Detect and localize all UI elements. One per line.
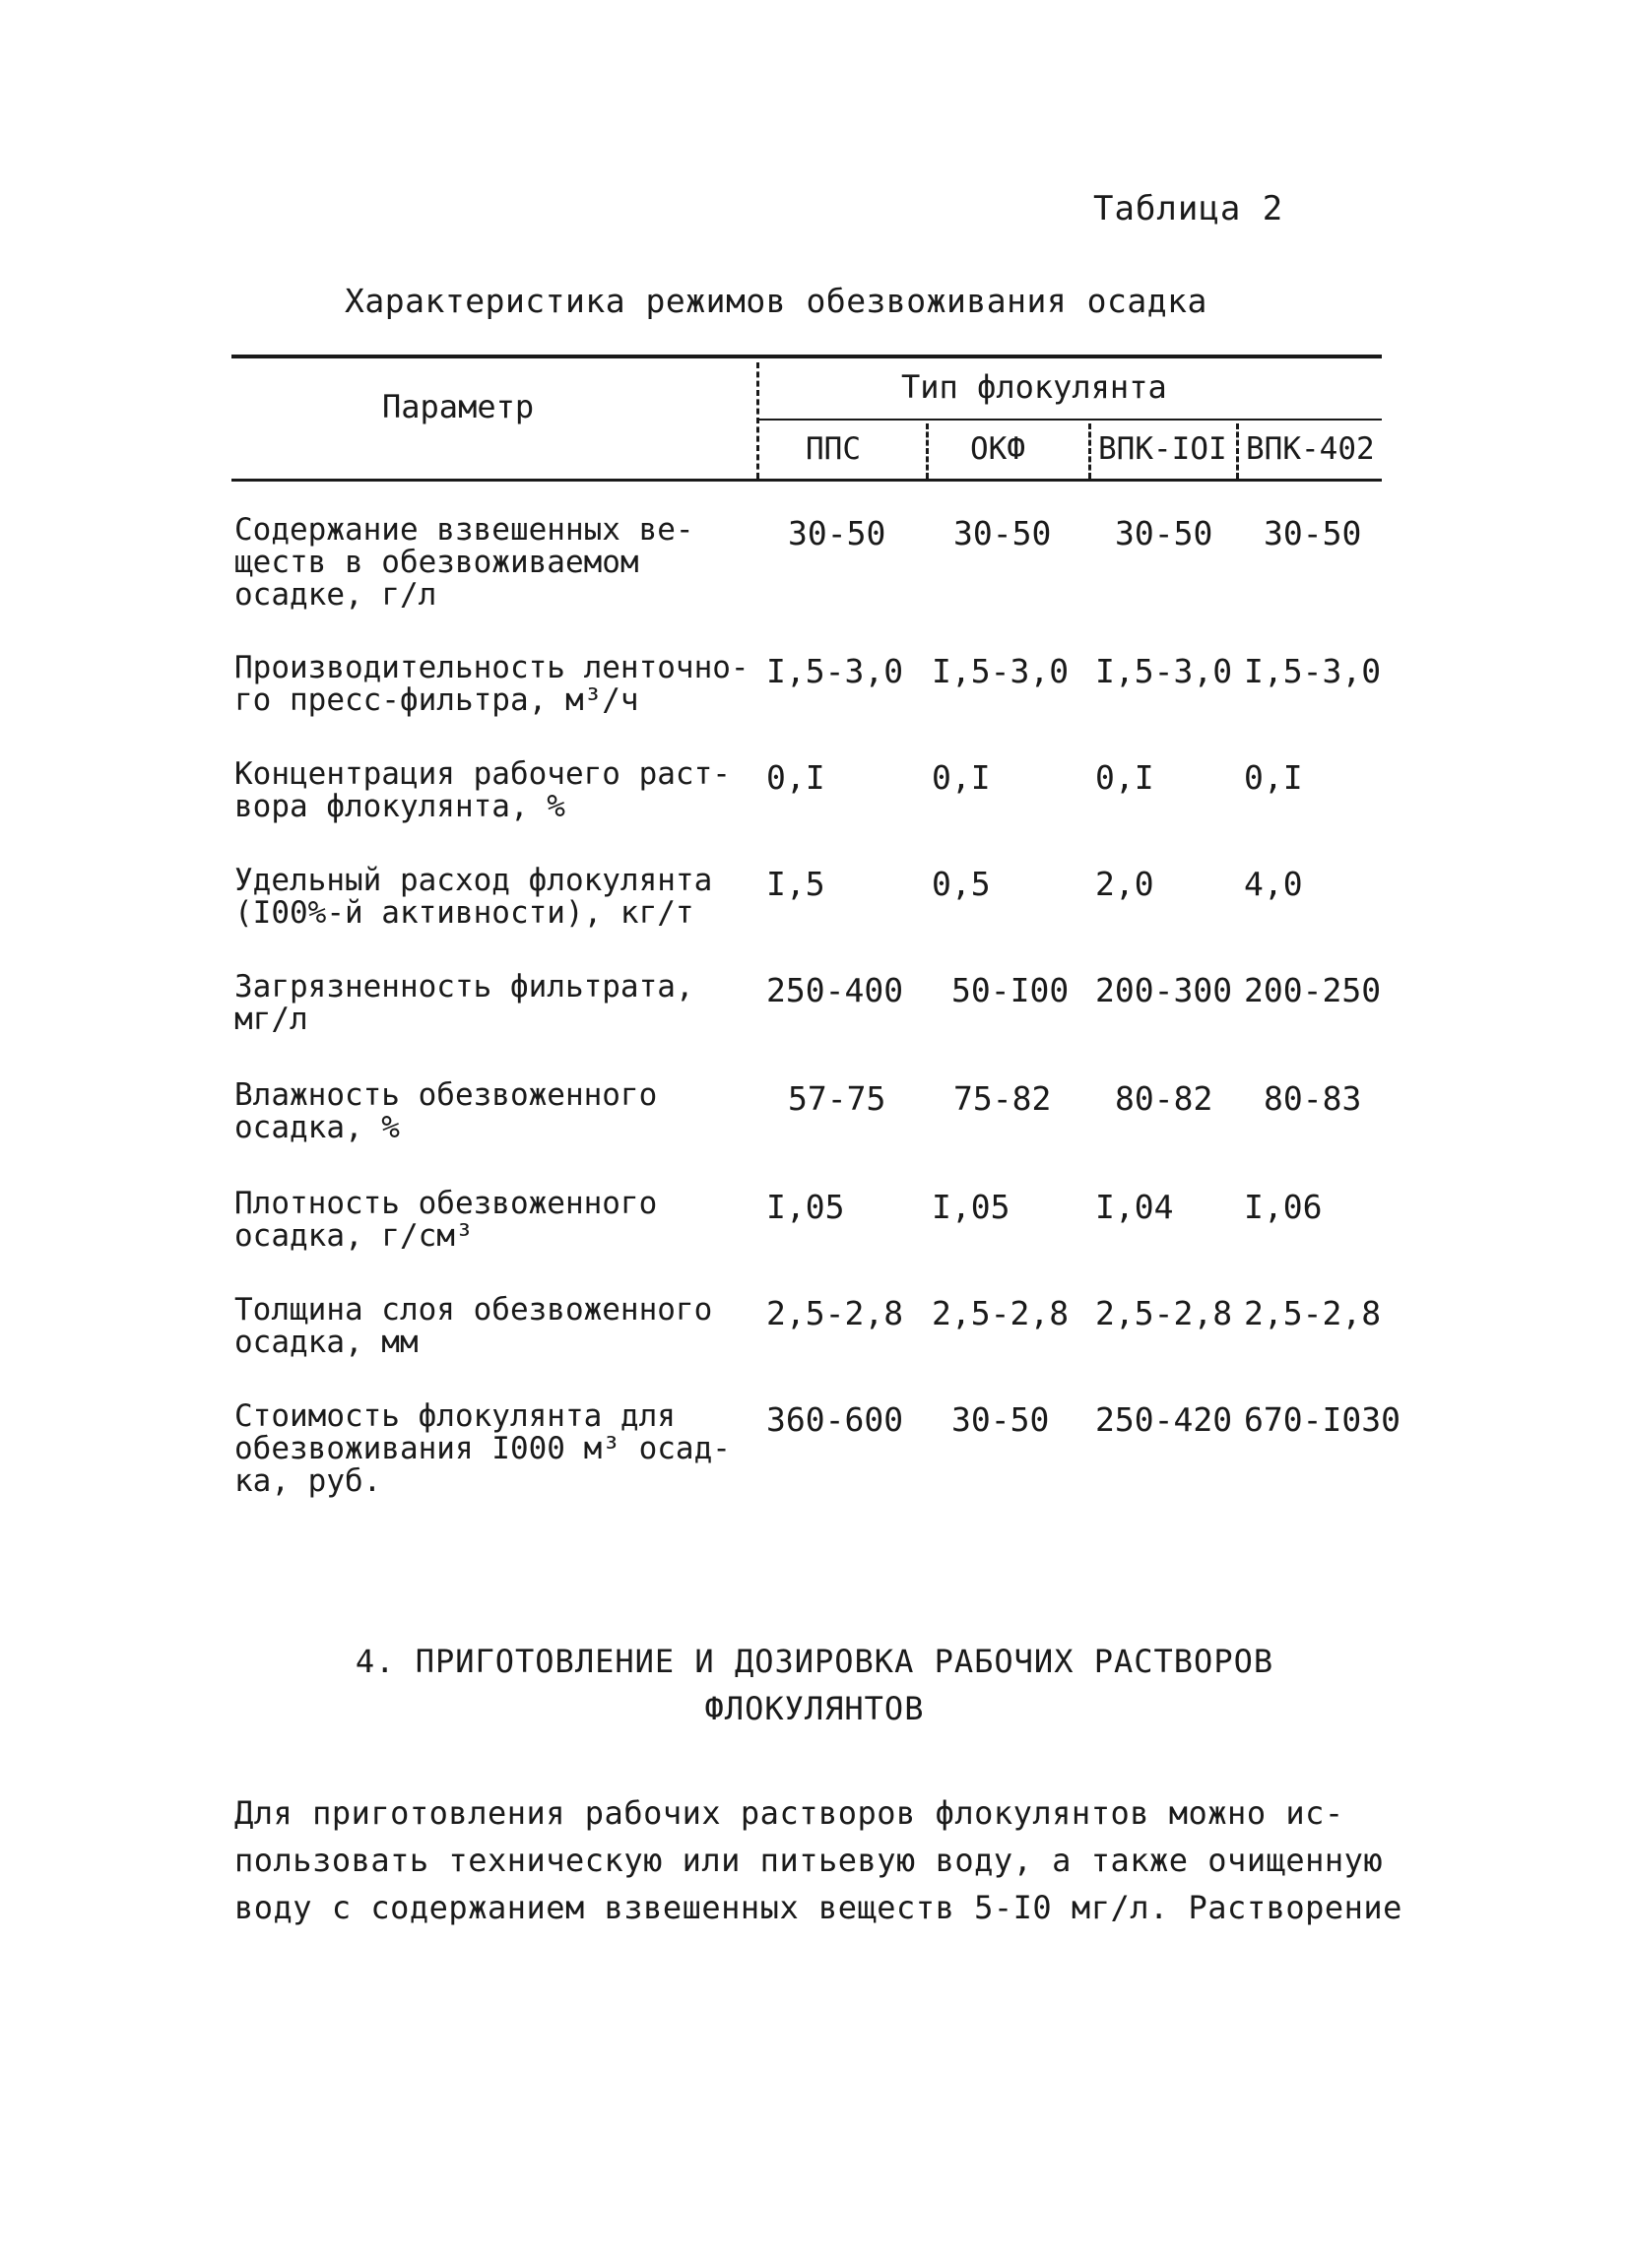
header-flocculant-type: Тип флокулянта — [901, 368, 1167, 406]
cell-pps: I,5 — [766, 865, 825, 903]
row-parameter: Толщина слоя обезвоженного осадка, мм — [234, 1292, 713, 1360]
cell-okf: I,5-3,0 — [932, 652, 1070, 690]
cell-vpk-101: I,5-3,0 — [1095, 652, 1233, 690]
cell-vpk-402: I,5-3,0 — [1244, 652, 1382, 690]
cell-okf: 0,I — [932, 758, 991, 797]
paragraph-line-2: пользовать техническую или питьевую воду, а также очищенную — [234, 1842, 1384, 1879]
header-separator-3 — [1236, 423, 1239, 479]
table-caption: Характеристика режимов обезвоживания осадка — [345, 282, 1207, 320]
cell-vpk-101: I,04 — [1095, 1188, 1174, 1226]
header-separator-1 — [926, 423, 929, 479]
cell-pps: 250-400 — [766, 971, 904, 1009]
cell-vpk-402: 80-83 — [1264, 1079, 1362, 1118]
row-parameter: Содержание взвешенных ве- ществ в обезвоживаемом осадке, г/л — [234, 512, 694, 613]
row-parameter: Стоимость флокулянта для обезвоживания I000 м³ осад- ка, руб. — [234, 1398, 731, 1499]
cell-okf: 30-50 — [951, 1400, 1050, 1439]
cell-vpk-402: 200-250 — [1244, 971, 1382, 1009]
cell-okf: 50-I00 — [951, 971, 1070, 1009]
cell-pps: I,5-3,0 — [766, 652, 904, 690]
row-parameter: Загрязненность фильтрата, мг/л — [234, 969, 694, 1037]
cell-pps: 2,5-2,8 — [766, 1294, 904, 1332]
cell-vpk-402: 0,I — [1244, 758, 1303, 797]
cell-pps: 57-75 — [788, 1079, 886, 1118]
cell-vpk-101: 30-50 — [1115, 514, 1213, 552]
cell-pps: 0,I — [766, 758, 825, 797]
cell-vpk-101: 250-420 — [1095, 1400, 1233, 1439]
section-title-line-2: ФЛОКУЛЯНТОВ — [704, 1690, 925, 1727]
cell-vpk-101: 80-82 — [1115, 1079, 1213, 1118]
row-parameter: Производительность ленточно- го пресс-фильтра, м³/ч — [234, 650, 749, 718]
cell-vpk-402: 670-I030 — [1244, 1400, 1401, 1439]
cell-okf: I,05 — [932, 1188, 1010, 1226]
paragraph-line-3: воду с содержанием взвешенных веществ 5-I0 мг/л. Растворение — [234, 1889, 1402, 1926]
cell-pps: I,05 — [766, 1188, 845, 1226]
cell-vpk-402: 2,5-2,8 — [1244, 1294, 1382, 1332]
header-col-vpk-402: ВПК-402 — [1246, 431, 1375, 467]
table-top-rule — [231, 355, 1382, 358]
cell-okf: 75-82 — [953, 1079, 1052, 1118]
cell-pps: 360-600 — [766, 1400, 904, 1439]
cell-vpk-101: 2,0 — [1095, 865, 1154, 903]
cell-vpk-101: 2,5-2,8 — [1095, 1294, 1233, 1332]
row-parameter: Плотность обезвоженного осадка, г/см³ — [234, 1186, 658, 1254]
cell-vpk-402: 30-50 — [1264, 514, 1362, 552]
cell-vpk-101: 200-300 — [1095, 971, 1233, 1009]
header-parameter: Параметр — [382, 388, 535, 425]
header-separator-2 — [1088, 423, 1091, 479]
row-parameter: Удельный расход флокулянта (I00%-й активности), кг/т — [234, 863, 713, 931]
cell-okf: 2,5-2,8 — [932, 1294, 1070, 1332]
header-separator-param — [756, 362, 759, 479]
table-number: Таблица 2 — [1093, 189, 1284, 228]
row-parameter: Концентрация рабочего раст- вора флокулянта, % — [234, 756, 731, 824]
cell-vpk-402: I,06 — [1244, 1188, 1323, 1226]
cell-okf: 0,5 — [932, 865, 991, 903]
header-bottom-rule — [231, 479, 1382, 482]
header-sub-rule — [758, 419, 1382, 421]
cell-pps: 30-50 — [788, 514, 886, 552]
header-col-okf: ОКФ — [970, 431, 1025, 467]
cell-okf: 30-50 — [953, 514, 1052, 552]
header-col-pps: ППС — [806, 431, 861, 467]
row-parameter: Влажность обезвоженного осадка, % — [234, 1077, 658, 1145]
cell-vpk-101: 0,I — [1095, 758, 1154, 797]
header-col-vpk-101: ВПК-IOI — [1098, 431, 1227, 467]
section-title-line-1: 4. ПРИГОТОВЛЕНИЕ И ДОЗИРОВКА РАБОЧИХ РАСТВОРОВ — [355, 1643, 1274, 1680]
paragraph-line-1: Для приготовления рабочих растворов флокулянтов можно ис- — [234, 1794, 1344, 1832]
cell-vpk-402: 4,0 — [1244, 865, 1303, 903]
